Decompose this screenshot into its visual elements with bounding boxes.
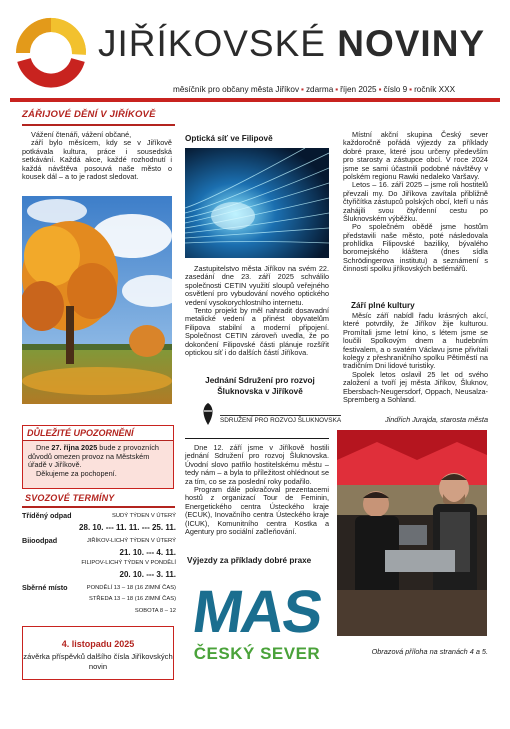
col3-para-3: Po společném obědě jsme hostům představili naše město, poté následovala prohlídka Filipovské baziliky, bývalého boromejského kláštera (dnes sídla Schrödingerova institutu) a seznámení s činností spolku jiříkovských betlémářů. [343,222,488,274]
schedule-sorted-label: Tříděný odpad [22,511,72,520]
schedule-heading-rule [22,506,175,508]
union-logo-icon [198,401,218,427]
masthead-rule [10,98,500,102]
notice-text: bude z provozních důvodů omezen provoz na Městském úřadě v Jiříkově. [28,443,159,470]
fiber-para-2: Tento projekt by měl nahradit dosavadní metalické vedení a přinést obyvatelům Filipova stabilní a moderní připojení. Společnost CETIN zároveň uvedla, že po dokončení Filipovské části plánuje rozšířit optickou síť i do dalších částí Jiříkova. [185,305,329,357]
trips-heading: Výjezdy za příklady dobré praxe [187,556,312,565]
mas-logo [187,578,327,668]
subtitle-volume: ročník XXX [414,85,456,94]
notice-body [23,441,173,481]
schedule-collection-label: Sběrné místo [22,583,68,592]
notice-heading: DŮLEŽITÉ UPOZORNĚNÍ [23,426,173,441]
deadline-box [22,626,174,680]
schedule-collection-sat: SOBOTA 8 – 12 [134,608,176,614]
culture-heading: Září plné kultury [351,301,415,310]
union-text [185,444,329,536]
schedule-collection-mon: PONDĚLÍ 13 – 18 (16 ZIMNÍ ČAS) [86,585,176,591]
schedule-sorted-week: SUDÝ TÝDEN V ÚTERÝ [112,513,176,519]
union-rule [185,438,329,439]
culture-text [343,312,488,404]
subtitle-issue: číslo 9 [383,85,408,94]
schedule-list [22,512,176,622]
intro-text: září bylo měsícem, kdy se v Jiříkově potkávala kultura, práce i sousedská setkávání. Každá akce, každé rozhodnutí i každá návštěva posouvá naše město o kousek dál – a to je radost sledovat. [22,138,172,181]
notice-pre: Dne [36,443,52,453]
schedule-bio-week: JIŘÍKOV-LICHÝ TÝDEN V ÚTERÝ [86,538,176,544]
masthead-logo [10,12,92,94]
fiber-para-1: Zastupitelstvo města Jiříkov na svém 22. zasedání dne 23. září 2025 schválilo společnosti CETIN využití sloupů veřejného osvětlení pro vybudování nového optického vedení vysokorychlostního internetu. [185,264,329,307]
newspaper-title [98,24,485,64]
fiber-heading: Optická síť ve Filipově [185,134,273,143]
deadline-text: závěrka příspěvků dalšího čísla Jiříkovských novin [23,652,173,672]
schedule-collection-wed: STŘEDA 13 – 18 (16 ZIMNÍ ČAS) [89,596,176,602]
intro-greeting: Vážení čtenáři, vážení občané, [31,130,132,139]
union-logo-text: SDRUŽENÍ PRO ROZVOJ ŠLUKNOVSKA [220,417,342,424]
schedule-bio-dates: 21. 10. --- 4. 11. [119,548,176,557]
autumn-tree-photo [22,196,172,404]
title-part-1: JIŘÍKOVSKÉ [98,23,326,64]
culture-para-1: Měsíc září nabídl řadu krásných akcí, které potvrdily, že Jiříkov žije kulturou. Promítali jsme letní kino, s létem jsme se loučili Spolkovým dnem a hudebním festivalem, a o svatém Václavu jsme přivítali kolegy z přeshraničního spolku Pětiměstí na tradičním Dni lidové turistiky. [343,311,488,371]
signature: Jindřich Jurajda, starosta města [384,415,488,424]
col1-heading: ZÁŘIJOVÉ DĚNÍ V JIŘÍKOVĚ [22,109,156,120]
schedule-bio-label: Biioodpad [22,536,58,545]
subtitle-description: měsíčník pro občany města Jiříkov [173,85,300,94]
festival-photo [337,430,487,636]
notice-date: 27. října 2025 [51,443,98,453]
schedule-bio-dates2: 20. 10. --- 3. 11. [119,570,176,579]
notice-thanks: Děkujeme za pochopení. [36,468,117,478]
mas-logo-big: MAS [188,578,326,645]
schedule-heading: SVOZOVÉ TERMÍNY [25,493,115,503]
subtitle-price: zdarma [305,85,334,94]
col3-text [343,131,488,274]
notice-box [22,425,174,489]
subtitle-month: říjen 2025 [340,85,377,94]
union-logo [198,401,342,431]
deadline-date: 4. listopadu 2025 [61,639,135,649]
union-para-2: Program dále pokračoval prezentacemi hostů z organizací Tour de Feminin, Energetického centra Ústeckého kraje (ECUK), Inovačního centra Ústeckého kraje (ICUK), Komunitního centra Kostka a Agentury pro sociální začleňování. [185,484,329,536]
fiber-optic-photo [185,148,329,258]
schedule-sorted-dates: 28. 10. --- 11. 11. --- 25. 11. [79,523,176,532]
masthead-subtitle: měsíčník pro občany města Jiříkov ▪ zdarma ▪ říjen 2025 ▪ číslo 9 ▪ ročník XXX [173,85,456,94]
col1-heading-rule [22,124,175,126]
union-para-1: Dne 12. září jsme v Jiříkově hostili jednání Sdružení pro rozvoj Šluknovska. Úvodní slovo patřilo hostitelskému městu – tedy nám – a byla to příležitost ohlédnout se za tím, co se za poslední roky podařilo. [185,443,329,486]
schedule-bio-week2: FILIPOV-LICHÝ TÝDEN V PONDĚLÍ [81,560,176,566]
photo-caption: Obrazová příloha na stranách 4 a 5. [371,647,488,656]
col3-para-1: Místní akční skupina Český sever každoročně pořádá výjezdy za příklady dobré praxe, které jsou určeny především pro starosty a zástupce obcí. V roce 2024 jsme se sami účastnili podobné návštěvy v polském regionu Rawki nedaleko Varšavy. [343,130,488,181]
union-heading: Jednání Sdružení pro rozvoj Šluknovska v Jiříkově [205,376,315,396]
mas-logo-small: ČESKÝ SEVER [193,644,321,663]
col3-para-2: Letos – 16. září 2025 – jsme roli hostitelů převzali my. Do Jiříkova zavítala přibližně čtyřičítka zástupců polských obcí, kteří u nás zahájili svou čtyřdenní cestu po Šluknovském výběžku. [343,180,488,223]
fiber-text [185,265,329,357]
col1-intro [22,131,172,181]
title-part-2: NOVINY [337,23,486,64]
culture-para-2: Spolek letos oslavil 25 let od svého založení a tvoří jej města Jiříkov, Šluknov, Ebersbach-Neugersdorf, Oppach, Neusalza-Spremberg a Sohland. [343,369,488,404]
